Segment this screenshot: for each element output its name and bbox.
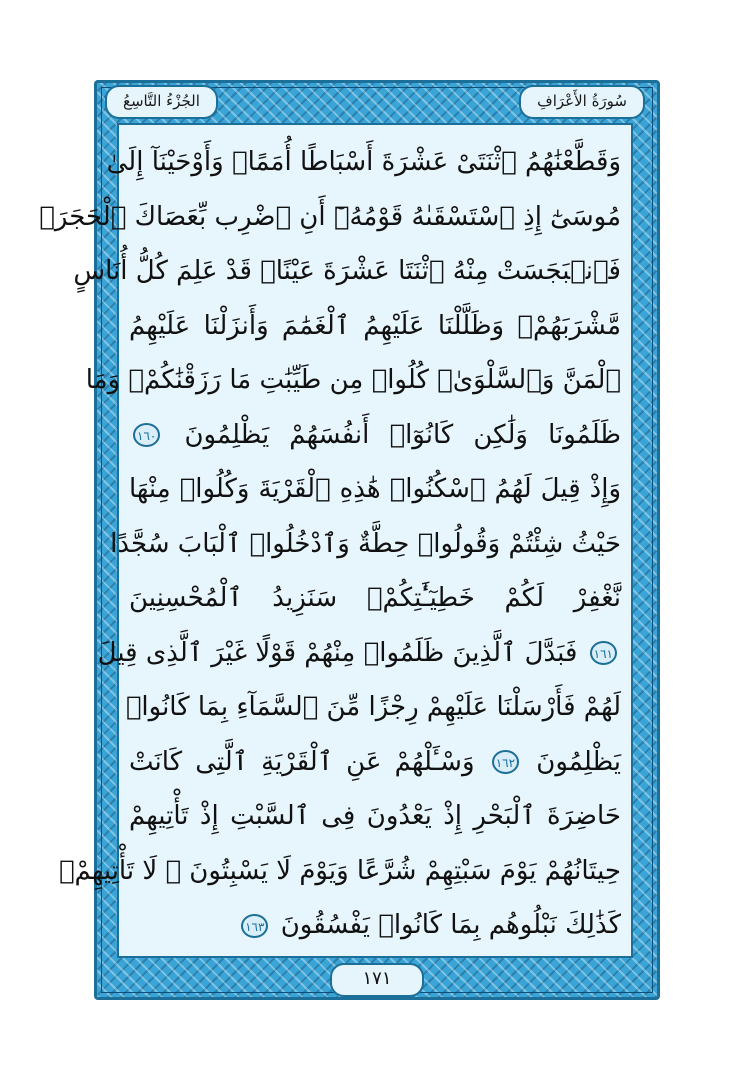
aya-number-marker: ١٦١ (590, 641, 617, 665)
line-text: ٱلْمَنَّ وَٱلسَّلْوَىٰۖ كُلُوا۟ مِن طَيِّبَٰتِ مَا رَزَقْنَٰكُمْۚ وَمَا (85, 365, 621, 395)
text-line (73, 244, 621, 299)
line-text: حَاضِرَةَ ٱلْبَحْرِ إِذْ يَعْدُونَ فِى ٱلسَّبْتِ إِذْ تَأْتِيهِمْ (129, 801, 621, 831)
text-line (129, 735, 621, 790)
line-text: مُوسَىٰٓ إِذِ ٱسْتَسْقَىٰهُ قَوْمُهُۥٓ أَنِ ٱضْرِب بِّعَصَاكَ ٱلْحَجَرَۖ (39, 201, 621, 232)
line-text: حَيْثُ شِئْتُمْ وَقُولُوا۟ حِطَّةٌ وَٱدْخُلُوا۟ ٱلْبَابَ سُجَّدًا (110, 528, 621, 559)
text-line (85, 353, 621, 408)
aya-number-marker: ١٦٠ (133, 423, 160, 447)
text-line (106, 135, 621, 190)
aya-number-marker: ١٦٣ (241, 914, 268, 938)
line-text: لَهُمْ فَأَرْسَلْنَا عَلَيْهِمْ رِجْزًا مِّنَ ٱلسَّمَآءِ بِمَا كَانُوا۟ (125, 692, 621, 722)
text-line (129, 299, 621, 354)
line-text: نَّغْفِرْ لَكُمْ خَطِيٓـَٰٔتِكُمْۚ سَنَزِيدُ ٱلْمُحْسِنِينَ (129, 583, 621, 613)
text-line (125, 680, 621, 735)
text-line (58, 844, 621, 899)
text-line (129, 462, 621, 517)
quran-text-panel (39, 123, 633, 958)
text-line (129, 571, 621, 626)
line-text: ظَلَمُونَا وَلَٰكِن كَانُوٓا۟ أَنفُسَهُمْ يَظْلِمُونَ (184, 419, 622, 450)
line-text: مَّشْرَبَهُمْۚ وَظَلَّلْنَا عَلَيْهِمُ ٱلْغَمَٰمَ وَأَنزَلْنَا عَلَيْهِمُ (129, 310, 621, 341)
line-text: وَإِذْ قِيلَ لَهُمُ ٱسْكُنُوا۟ هَٰذِهِ ٱلْقَرْيَةَ وَكُلُوا۟ مِنْهَا (129, 474, 621, 504)
text-line (129, 408, 621, 463)
text-line (110, 517, 621, 572)
text-line (129, 789, 621, 844)
line-text: فَٱنۢبَجَسَتْ مِنْهُ ٱثْنَتَا عَشْرَةَ عَيْنًاۖ قَدْ عَلِمَ كُلُّ أُنَاسٍ (73, 256, 621, 286)
text-line (39, 190, 621, 245)
line-text: كَذَٰلِكَ نَبْلُوهُم بِمَا كَانُوا۟ يَفْسُقُونَ (280, 910, 621, 940)
page-number: ١٧١ (330, 963, 424, 997)
line-text: حِيتَانُهُمْ يَوْمَ سَبْتِهِمْ شُرَّعًا وَيَوْمَ لَا يَسْبِتُونَ ۙ لَا تَأْتِيهِمْۚ (58, 855, 621, 886)
text-line (129, 898, 621, 953)
aya-number-marker: ١٦٢ (492, 750, 519, 774)
verse-lines (39, 135, 622, 953)
line-text: فَبَدَّلَ ٱلَّذِينَ ظَلَمُوا۟ مِنْهُمْ قَوْلًا غَيْرَ ٱلَّذِى قِيلَ (97, 637, 578, 668)
line-text: يَظْلِمُونَ (536, 746, 622, 777)
text-line (97, 626, 621, 681)
surah-label: سُورَةُ الأَعْرَافِ (519, 85, 645, 119)
line-text: وَسْـَٔلْهُمْ عَنِ ٱلْقَرْيَةِ ٱلَّتِى كَانَتْ (129, 746, 475, 777)
line-text: وَقَطَّعْنَٰهُمُ ٱثْنَتَىْ عَشْرَةَ أَسْبَاطًا أُمَمًاۚ وَأَوْحَيْنَآ إِلَىٰ (106, 147, 621, 177)
juz-label: الجُزْءُ التَّاسِعُ (105, 85, 218, 119)
